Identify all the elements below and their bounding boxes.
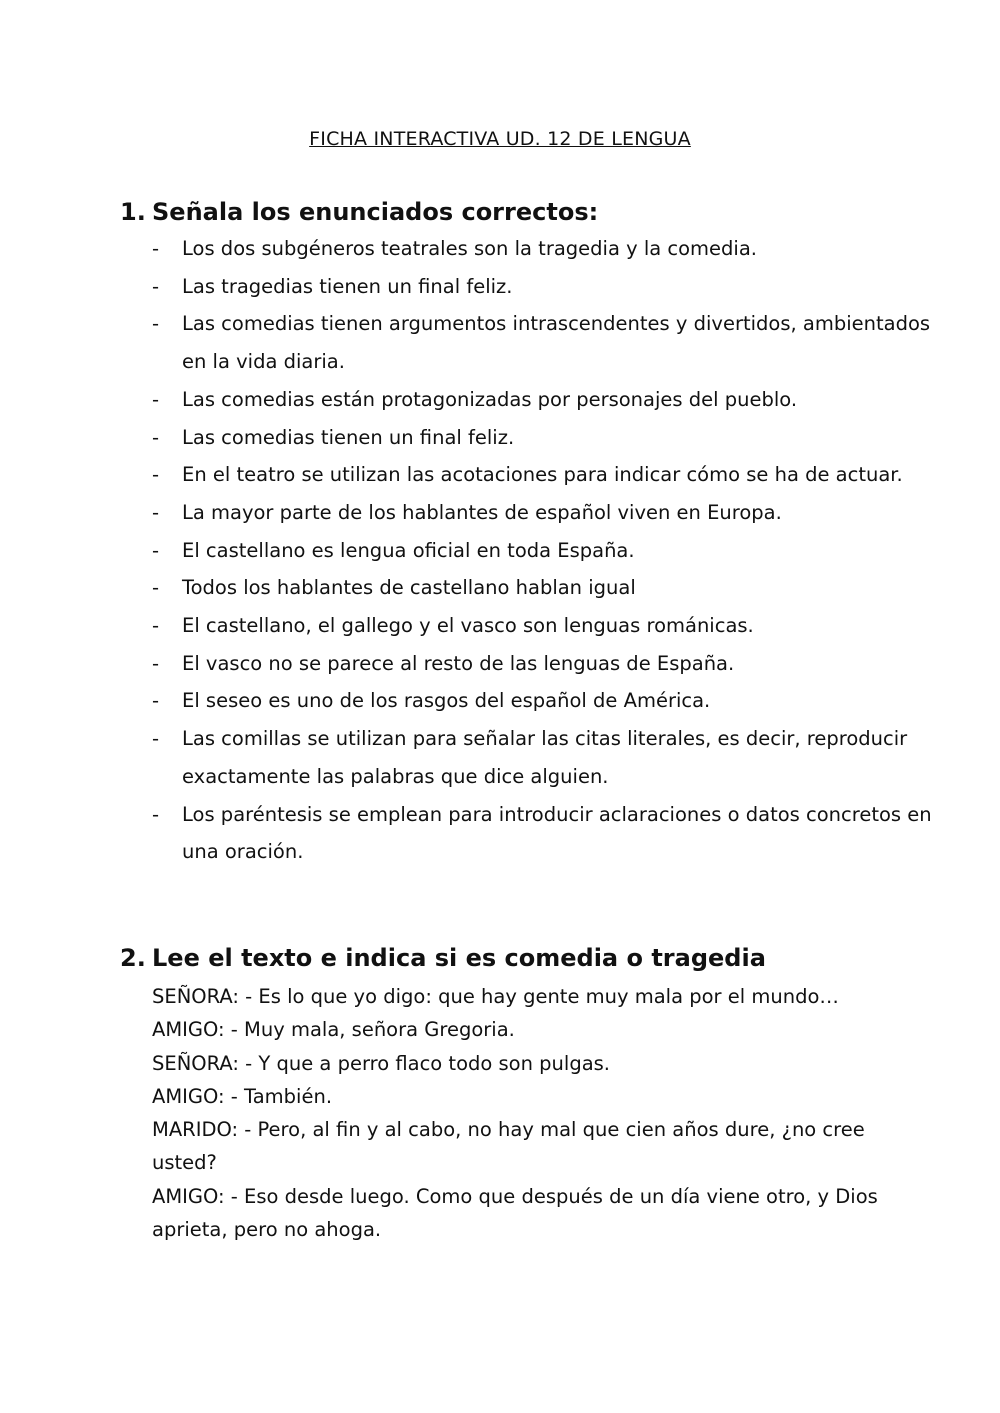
dialogue-line: SEÑORA: - Y que a perro flaco todo son pulgas. [152, 1051, 611, 1075]
statement-item[interactable]: - Todos los hablantes de castellano hablan igual [152, 569, 932, 607]
statement-item[interactable]: - El vasco no se parece al resto de las lenguas de España. [152, 645, 932, 683]
statement-item[interactable]: - Las comillas se utilizan para señalar las citas literales, es decir, reproducir exactamente las palabras que dice alguien. [152, 720, 932, 795]
section-2-heading [120, 944, 766, 972]
statement-item[interactable]: - Las comedias están protagonizadas por personajes del pueblo. [152, 381, 932, 419]
dialogue-text [152, 980, 922, 1246]
section-2-heading-text: Lee el texto e indica si es comedia o tragedia [152, 944, 766, 972]
statement-item[interactable]: - La mayor parte de los hablantes de español viven en Europa. [152, 494, 932, 532]
statement-item[interactable]: - En el teatro se utilizan las acotaciones para indicar cómo se ha de actuar. [152, 456, 932, 494]
section-1-heading [120, 198, 598, 226]
statement-item[interactable]: - El castellano, el gallego y el vasco son lenguas románicas. [152, 607, 932, 645]
statement-item[interactable]: - El castellano es lengua oficial en toda España. [152, 532, 932, 570]
statement-item[interactable]: - Los dos subgéneros teatrales son la tragedia y la comedia. [152, 230, 932, 268]
dialogue-line: AMIGO: - Muy mala, señora Gregoria. [152, 1018, 515, 1042]
section-1-heading-text: Señala los enunciados correctos: [152, 198, 599, 226]
dialogue-line: AMIGO: - También. [152, 1084, 333, 1108]
statement-item[interactable]: - Las tragedias tienen un final feliz. [152, 268, 932, 306]
statements-list [152, 230, 932, 871]
dialogue-line: MARIDO: - Pero, al fin y al cabo, no hay mal que cien años dure, ¿no cree usted? [152, 1118, 865, 1175]
dialogue-line: SEÑORA: - Es lo que yo digo: que hay gente muy mala por el mundo… [152, 985, 839, 1008]
statement-item[interactable]: - El seseo es uno de los rasgos del español de América. [152, 682, 932, 720]
dialogue-line: AMIGO: - Eso desde luego. Como que después de un día viene otro, y Dios aprieta, pero no ahoga. [152, 1184, 878, 1242]
section-1-number: 1. [120, 198, 146, 226]
statement-item[interactable]: - Las comedias tienen argumentos intrascendentes y divertidos, ambientados en la vida diaria. [152, 305, 932, 380]
section-2-number: 2. [120, 944, 146, 972]
statement-item[interactable]: - Las comedias tienen un final feliz. [152, 419, 932, 457]
page-title: FICHA INTERACTIVA UD. 12 DE LENGUA [309, 128, 691, 150]
statement-item[interactable]: - Los paréntesis se emplean para introducir aclaraciones o datos concretos en una oración. [152, 796, 932, 871]
